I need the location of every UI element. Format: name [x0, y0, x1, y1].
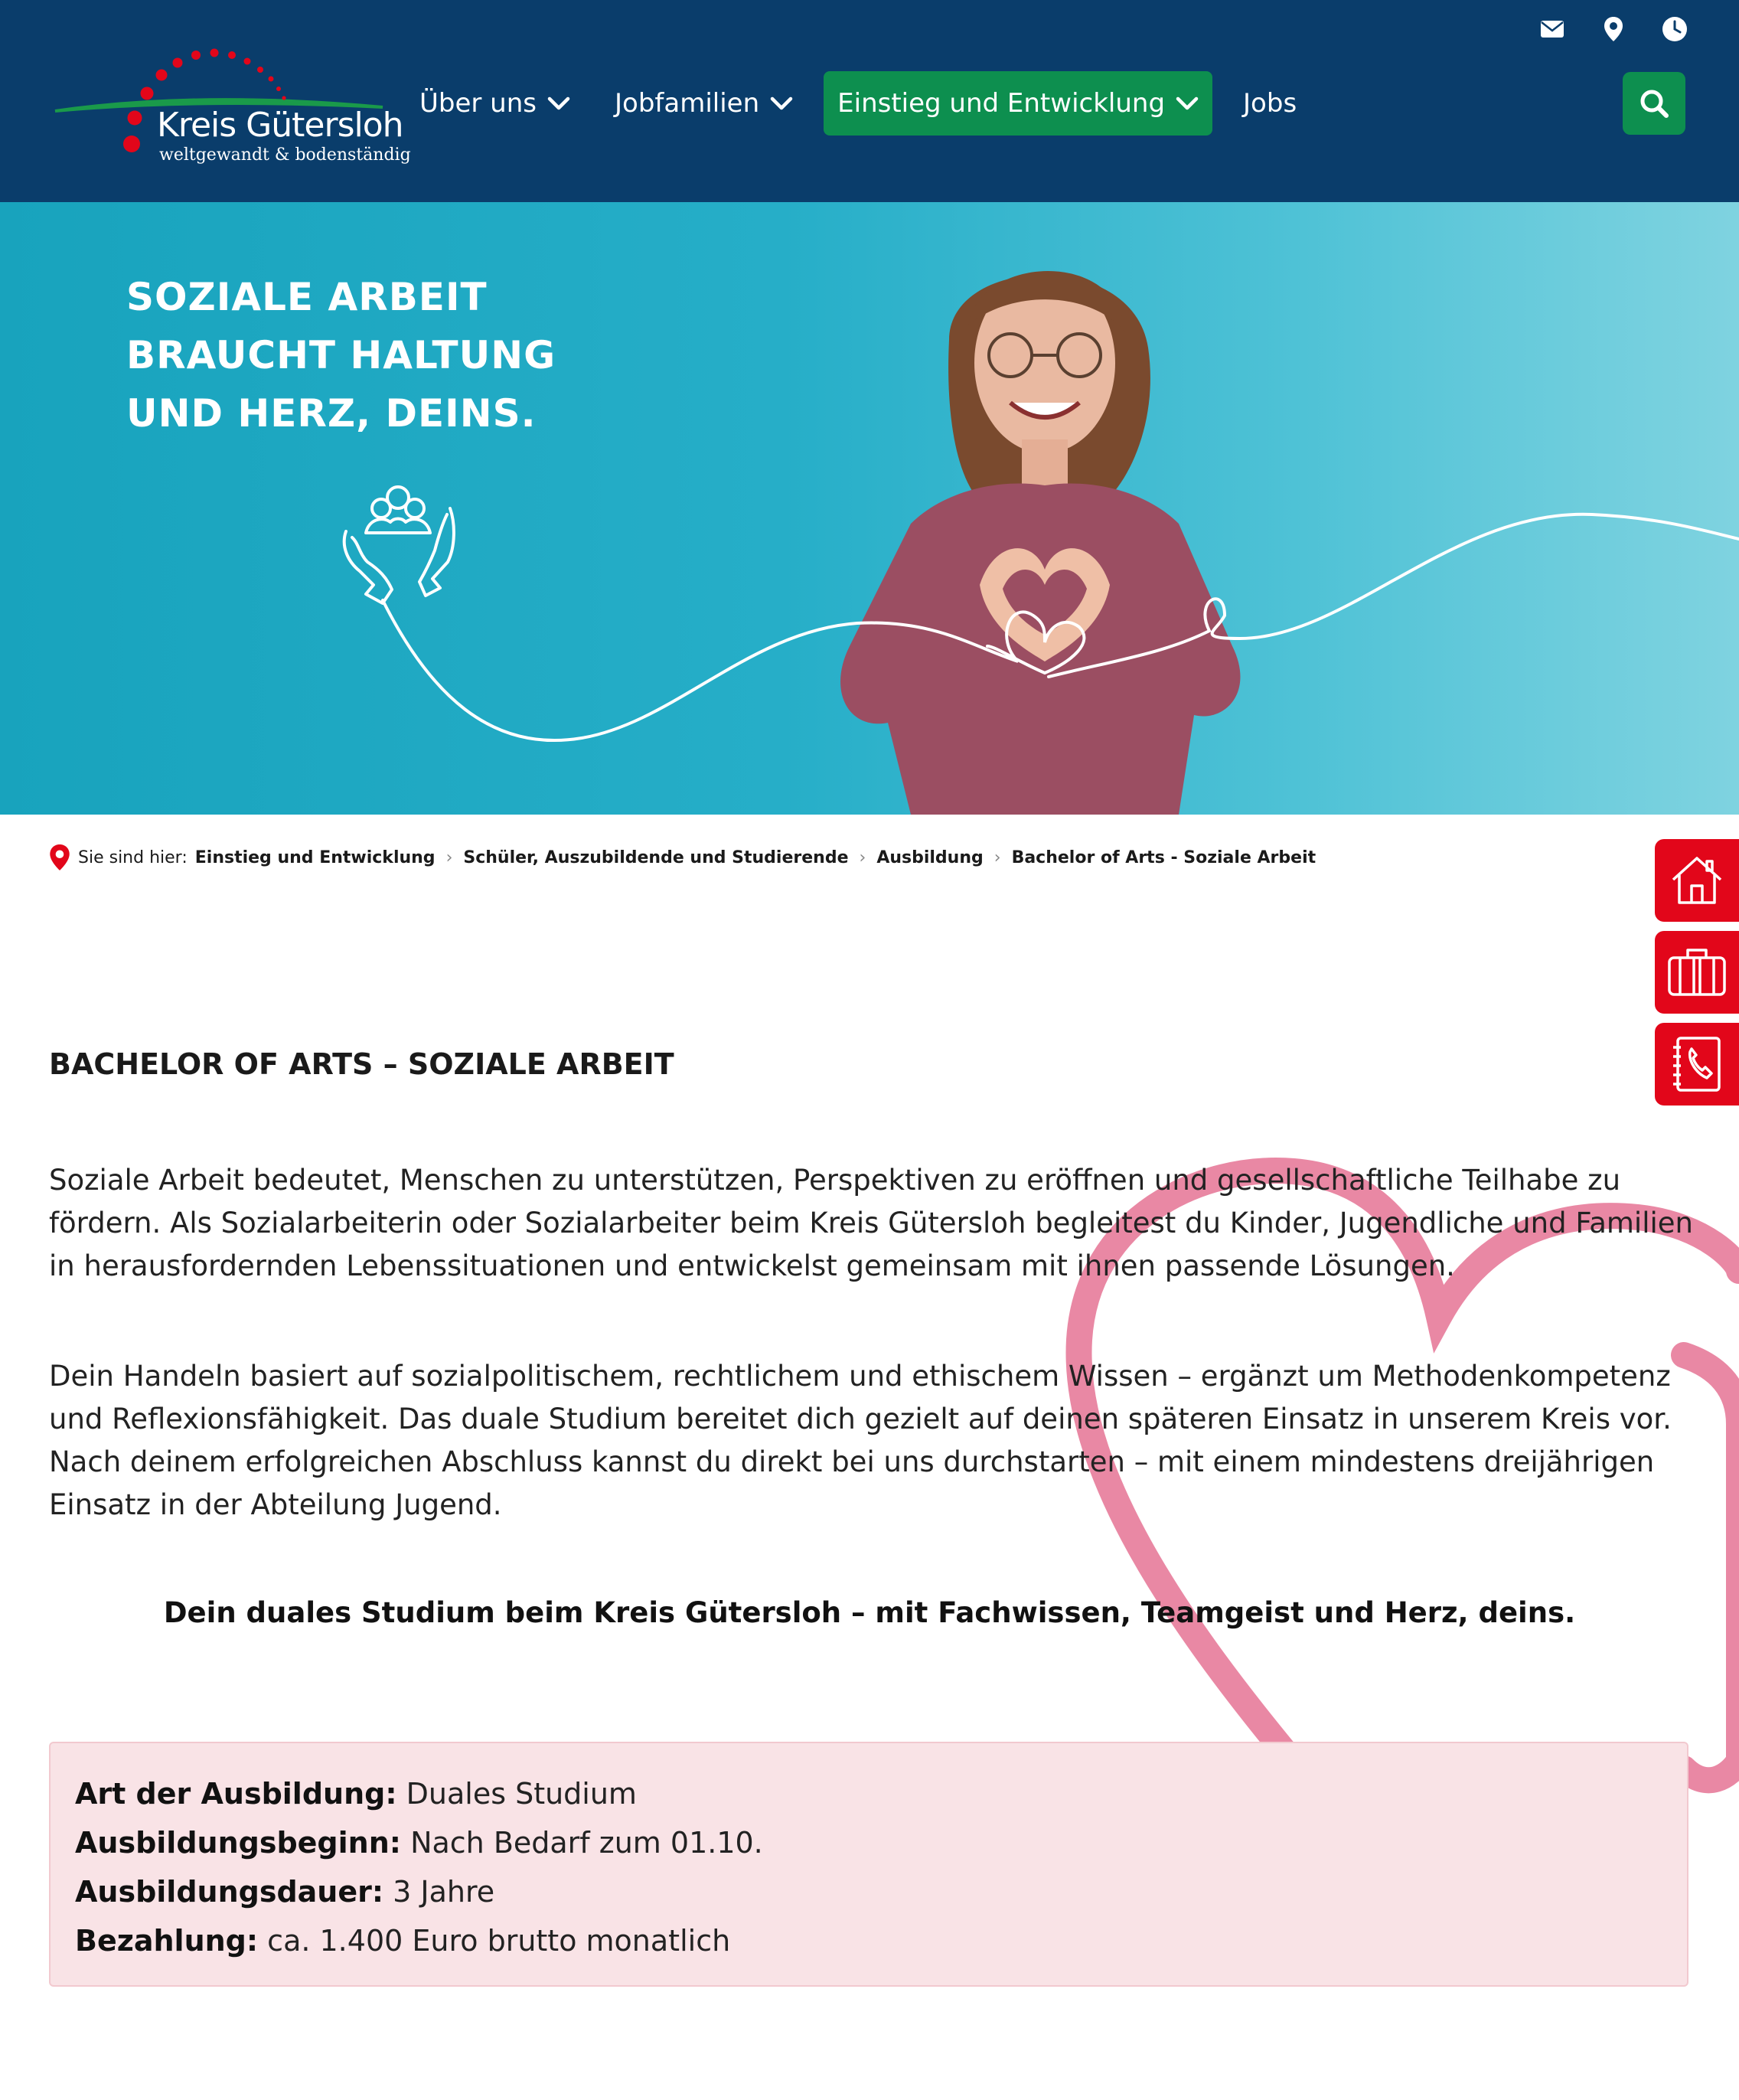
- hero-headline-line: BRAUCHT HALTUNG: [126, 333, 556, 377]
- briefcase-icon: [1666, 945, 1728, 999]
- nav-item-einstieg-und-entwicklung[interactable]: [824, 71, 1212, 136]
- nav-label: Einstieg und Entwicklung: [837, 88, 1166, 119]
- nav-item-jobs[interactable]: [1229, 71, 1310, 136]
- contact-button[interactable]: [1655, 1023, 1739, 1106]
- location-pin-icon[interactable]: [1600, 15, 1627, 43]
- home-button[interactable]: [1655, 839, 1739, 922]
- nav-label: Über uns: [419, 88, 537, 119]
- info-row: [75, 1867, 1662, 1916]
- side-quick-links: [1655, 839, 1739, 1106]
- chevron-right-icon: ›: [445, 848, 453, 867]
- breadcrumb-current: Bachelor of Arts - Soziale Arbeit: [1011, 848, 1316, 867]
- info-label: Art der Ausbildung:: [75, 1777, 397, 1811]
- search-button[interactable]: [1623, 72, 1685, 135]
- phone-book-icon: [1670, 1035, 1724, 1093]
- breadcrumb-prefix: Sie sind hier:: [78, 848, 188, 867]
- nav-item-jobfamilien[interactable]: [601, 71, 807, 136]
- nav-label: Jobfamilien: [614, 88, 760, 119]
- info-label: Ausbildungsdauer:: [75, 1875, 384, 1909]
- kreis-guetersloh-logo[interactable]: [46, 29, 411, 175]
- info-row: [75, 1769, 1662, 1818]
- site-header: [0, 0, 1739, 202]
- home-icon: [1669, 852, 1725, 909]
- logo-title: Kreis Gütersloh: [157, 106, 403, 145]
- hero-headline-line: SOZIALE ARBEIT: [126, 275, 488, 319]
- chevron-right-icon: ›: [859, 848, 866, 867]
- breadcrumb-link[interactable]: Schüler, Auszubildende und Studierende: [463, 848, 849, 867]
- logo-subtitle: weltgewandt & bodenständig: [159, 145, 411, 165]
- hands-people-icon: [344, 487, 454, 603]
- breadcrumb-link[interactable]: Ausbildung: [876, 848, 984, 867]
- breadcrumb-link[interactable]: Einstieg und Entwicklung: [194, 848, 436, 867]
- breadcrumb: [49, 844, 1316, 871]
- info-label: Ausbildungsbeginn:: [75, 1826, 401, 1860]
- hero-headline: [126, 268, 556, 443]
- detail-paragraph: Dein Handeln basiert auf sozialpolitischem, rechtlichem und ethischem Wissen – ergänzt um Methodenkompetenz und Reflexionsfähigkeit. Das duale Studium bereitet dich gezielt auf deinen späteren Einsatz in unserem Kreis vor. Nach deinem erfolgreichen Abschluss kannst du direkt bei uns durchstarten – mit einem mindestens dreijährigen Einsatz in der Abteilung Jugend.: [49, 1360, 1672, 1521]
- intro-paragraph: Soziale Arbeit bedeutet, Menschen zu unterstützen, Perspektiven zu eröffnen und gesellschaftliche Teilhabe zu fördern. Als Sozialarbeiterin oder Sozialarbeiter beim Kreis Gütersloh begleitest du Kinder, Jugendliche und Familien in herausfordernden Lebenssituationen und entwickelst gemeinsam mit ihnen passende Lösungen.: [49, 1164, 1693, 1282]
- info-row: [75, 1818, 1662, 1867]
- page-title: BACHELOR OF ARTS – SOZIALE ARBEIT: [49, 1047, 674, 1081]
- tagline: Dein duales Studium beim Kreis Gütersloh – mit Fachwissen, Teamgeist und Herz, deins.: [163, 1596, 1576, 1629]
- clock-icon[interactable]: [1661, 15, 1688, 43]
- chevron-right-icon: ›: [993, 848, 1001, 867]
- info-value: 3 Jahre: [393, 1875, 495, 1909]
- search-icon: [1639, 88, 1669, 119]
- info-value: ca. 1.400 Euro brutto monatlich: [267, 1924, 731, 1958]
- mail-icon[interactable]: [1538, 15, 1566, 43]
- info-value: Nach Bedarf zum 01.10.: [410, 1826, 763, 1860]
- info-label: Bezahlung:: [75, 1924, 259, 1958]
- info-box: [49, 1742, 1688, 1987]
- chevron-down-icon: [547, 96, 570, 111]
- top-icon-bar: [1538, 15, 1688, 43]
- info-row: [75, 1916, 1662, 1965]
- chevron-down-icon: [1176, 96, 1199, 111]
- jobs-button[interactable]: [1655, 931, 1739, 1014]
- hero-banner: [0, 202, 1739, 815]
- hero-headline-line: UND HERZ, DEINS.: [126, 391, 537, 436]
- chevron-down-icon: [770, 96, 793, 111]
- info-value: Duales Studium: [406, 1777, 637, 1811]
- nav-item-ueber-uns[interactable]: [406, 71, 584, 136]
- main-nav: [406, 71, 1327, 136]
- nav-label: Jobs: [1243, 88, 1297, 119]
- hero-person-image: [840, 271, 1240, 815]
- location-pin-icon: [49, 844, 70, 871]
